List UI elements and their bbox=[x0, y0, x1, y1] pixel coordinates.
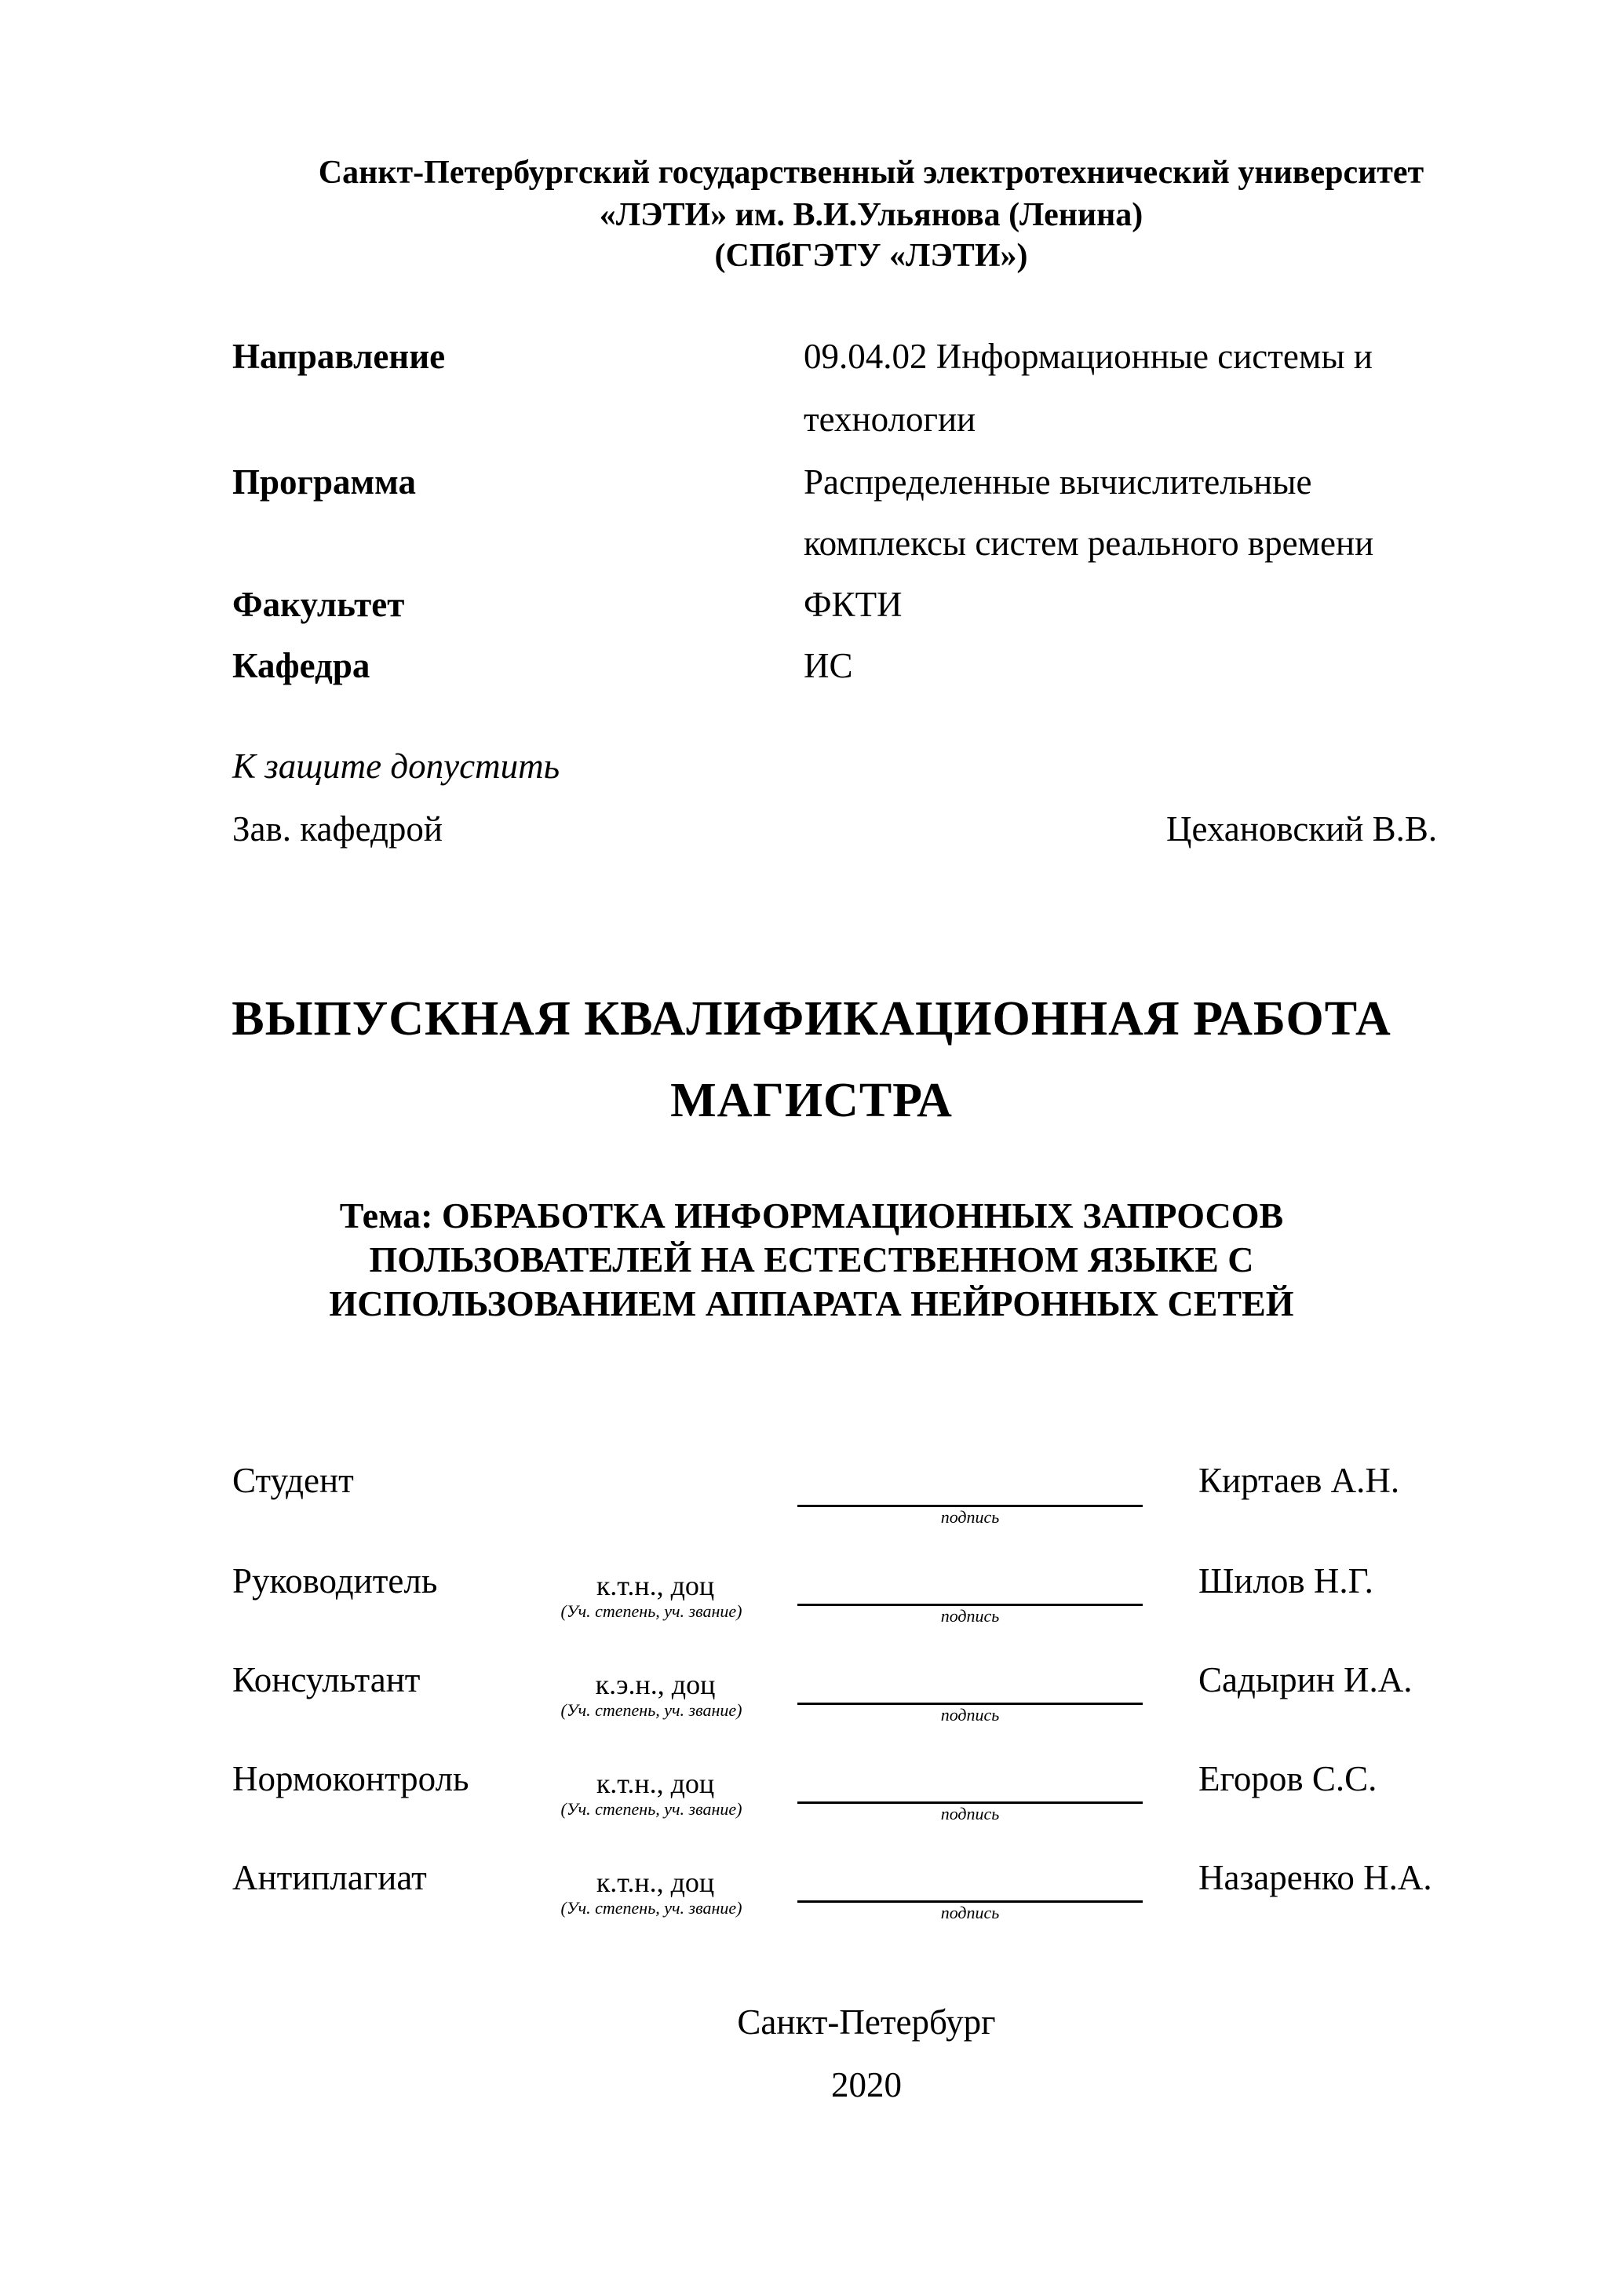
degree-caption: (Уч. степень, уч. звание) bbox=[560, 1601, 742, 1621]
department-label: Кафедра bbox=[232, 646, 370, 685]
signature-caption: подпись bbox=[940, 1705, 1000, 1725]
faculty-label: Факультет bbox=[232, 585, 405, 624]
program-value-line1: Распределенные вычислительные bbox=[804, 462, 1312, 502]
signatory-degree: к.э.н., доц bbox=[595, 1669, 716, 1700]
theme-line2: ПОЛЬЗОВАТЕЛЕЙ НА ЕСТЕСТВЕННОМ ЯЗЫКЕ С bbox=[369, 1239, 1254, 1279]
head-of-department-name: Цехановский В.В. bbox=[1166, 809, 1438, 849]
signatory-role: Нормоконтроль bbox=[232, 1759, 469, 1798]
direction-label: Направление bbox=[232, 337, 446, 376]
signature-caption: подпись bbox=[940, 1903, 1000, 1922]
signatory-role: Консультант bbox=[232, 1660, 421, 1699]
program-label: Программа bbox=[232, 462, 416, 502]
signatory-degree: к.т.н., доц bbox=[596, 1867, 715, 1898]
document-title-line1: ВЫПУСКНАЯ КВАЛИФИКАЦИОННАЯ РАБОТА bbox=[232, 992, 1391, 1046]
signatory-role: Антиплагиат bbox=[232, 1858, 427, 1897]
signatory-name: Шилов Н.Г. bbox=[1198, 1561, 1373, 1601]
signatory-degree: к.т.н., доц bbox=[596, 1570, 715, 1601]
signatory-name: Садырин И.А. bbox=[1198, 1660, 1413, 1699]
university-name-line2: «ЛЭТИ» им. В.И.Ульянова (Ленина) bbox=[599, 197, 1143, 233]
admission-note: К защите допустить bbox=[232, 746, 560, 786]
direction-value-line1: 09.04.02 Информационные системы и bbox=[804, 337, 1373, 376]
signatory-name: Киртаев А.Н. bbox=[1198, 1461, 1400, 1500]
signatory-name: Егоров С.С. bbox=[1198, 1759, 1377, 1798]
signatory-role: Руководитель bbox=[232, 1561, 438, 1601]
signatory-name: Назаренко Н.А. bbox=[1198, 1858, 1432, 1897]
theme-line3: ИСПОЛЬЗОВАНИЕМ АППАРАТА НЕЙРОННЫХ СЕТЕЙ bbox=[329, 1283, 1294, 1323]
theme-line1: Тема: ОБРАБОТКА ИНФОРМАЦИОННЫХ ЗАПРОСОВ bbox=[339, 1195, 1284, 1236]
faculty-value: ФКТИ bbox=[804, 585, 903, 624]
program-value-line2: комплексы систем реального времени bbox=[804, 524, 1374, 563]
footer-year: 2020 bbox=[831, 2065, 902, 2104]
direction-value-line2: технологии bbox=[804, 400, 976, 439]
university-name-line1: Санкт-Петербургский государственный электротехнический университет bbox=[318, 155, 1424, 191]
degree-caption: (Уч. степень, уч. звание) bbox=[560, 1898, 742, 1918]
degree-caption: (Уч. степень, уч. звание) bbox=[560, 1799, 742, 1819]
document-title-line2: МАГИСТРА bbox=[670, 1074, 953, 1127]
signatory-degree: к.т.н., доц bbox=[596, 1768, 715, 1799]
signature-caption: подпись bbox=[940, 1507, 1000, 1527]
signature-caption: подпись bbox=[940, 1804, 1000, 1823]
footer-city: Санкт-Петербург bbox=[737, 2002, 996, 2042]
head-of-department-label: Зав. кафедрой bbox=[232, 809, 443, 849]
signature-caption: подпись bbox=[940, 1606, 1000, 1626]
university-abbreviation: (СПбГЭТУ «ЛЭТИ») bbox=[714, 238, 1028, 274]
degree-caption: (Уч. степень, уч. звание) bbox=[560, 1700, 742, 1720]
department-value: ИС bbox=[804, 646, 853, 685]
signatory-role: Студент bbox=[232, 1461, 354, 1500]
